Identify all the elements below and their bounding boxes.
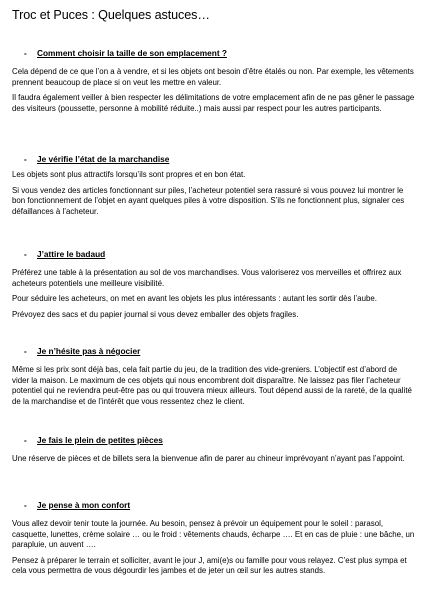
- heading-text: Je pense à mon confort: [37, 500, 131, 510]
- paragraph: Si vous vendez des articles fonctionnant sur piles, l’acheteur potentiel sera rassuré si vous pouvez lui montrer le bon fonctionnement de l’objet en ayant quelques piles à votre disposition. S’ils ne fonctionnent plus, signaler ces défaillances à l’acheteur.: [12, 185, 405, 216]
- paragraph: Pour séduire les acheteurs, on met en avant les objets les plus intéressants : autant les sortir dès l’aube.: [12, 294, 377, 304]
- paragraph: Vous allez devoir tenir toute la journée. Au besoin, pensez à prévoir un équipement pour le soleil : parasol, casquette, lunettes, crème solaire … ou le froid : vêtements chauds, écharpe …. Et en cas de pluie : une bâche, un parapluie, un auvent ….: [12, 519, 415, 550]
- heading-text: Comment choisir la taille de son emplacement ?: [37, 48, 227, 58]
- section-heading: [12, 249, 416, 263]
- page-title: Troc et Puces : Quelques astuces…: [12, 8, 210, 22]
- heading-text: Je vérifie l’état de la marchandise: [37, 154, 170, 164]
- section-pieces: [12, 435, 416, 465]
- section-heading: [12, 48, 416, 62]
- section-heading: [12, 346, 416, 360]
- bullet-dash: -: [24, 500, 27, 510]
- section-heading: [12, 500, 416, 514]
- paragraph: Même si les prix sont déjà bas, cela fait partie du jeu, de la tradition des vide-greniers. L’objectif est d’abord de vider la maison. Le maximum de ces objets qui nous encombrent doit disparaître. Ne laissez pas filer l’acheteur potentiel qui ne reviendra peut-être pas ou qui trouvera mieux ailleurs. Tout dépend aussi de la rareté, de la qualité de la marchandise et de l’intérêt que vous ressentez chez le client.: [12, 365, 412, 406]
- bullet-dash: -: [24, 435, 27, 445]
- section-marchandise: [12, 154, 416, 217]
- paragraph: Une réserve de pièces et de billets sera la bienvenue afin de parer au chineur imprévoyant n’ayant pas l’appoint.: [12, 454, 405, 463]
- paragraph: Pensez à préparer le terrain et solliciter, avant le jour J, ami(e)s ou famille pour vous relayez. C’est plus sympa et cela vous permettra de vous dégourdir les jambes et de jeter un œil sur les autres stands.: [12, 555, 407, 576]
- paragraph: Préférez une table à la présentation au sol de vos marchandises. Vous valoriserez vos merveilles et offrirez aux acheteurs potentiels une meilleure visibilité.: [12, 268, 402, 288]
- bullet-dash: -: [24, 249, 27, 259]
- bullet-dash: -: [24, 154, 27, 164]
- paragraph: Il faudra également veiller à bien respecter les délimitations de votre emplacement afin de ne pas gêner le passage des visiteurs (poussette, personne à mobilité réduite..) mais aussi par respect pour les autres participants.: [12, 93, 415, 113]
- heading-text: Je fais le plein de petites pièces: [37, 435, 163, 445]
- section-heading: [12, 154, 416, 168]
- section-badaud: [12, 249, 416, 320]
- paragraph: Prévoyez des sacs et du papier journal si vous devez emballer des objets fragiles.: [12, 309, 299, 319]
- section-emplacement: [12, 48, 416, 114]
- bullet-dash: -: [24, 48, 27, 58]
- heading-text: J’attire le badaud: [37, 249, 106, 259]
- section-negocier: [12, 346, 416, 407]
- paragraph: Cela dépend de ce que l’on a à vendre, et si les objets ont besoin d’être étalés ou non. Par exemple, les vêtements prennent beaucoup de place si on veut les mettre en valeur.: [12, 67, 414, 87]
- section-confort: [12, 500, 416, 577]
- section-heading: [12, 435, 416, 449]
- heading-text: Je n’hésite pas à négocier: [37, 346, 141, 356]
- bullet-dash: -: [24, 346, 27, 356]
- paragraph: Les objets sont plus attractifs lorsqu’ils sont propres et en bon état.: [12, 170, 246, 179]
